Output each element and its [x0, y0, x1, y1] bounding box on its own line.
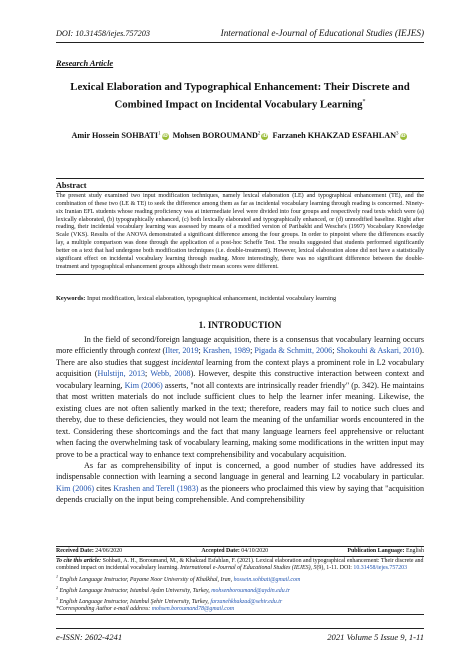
citation [56, 558, 424, 572]
text-run: In the field of second/foreign language acquisition, there is a consensus that vocabulary learning occurs more efficiently through [56, 335, 424, 356]
affil-mark: 1 [56, 573, 58, 579]
issn: e-ISSN: 2602-4241 [56, 632, 123, 642]
cite-tail: (9), 1-11. DOI: [316, 565, 352, 572]
text-run: cites [94, 483, 114, 493]
author-name: Amir Hossein SOHBATI [71, 131, 159, 140]
title-line-1: Lexical Elaboration and Typographical Enhancement: Their Discrete and [70, 81, 410, 93]
keywords-label: Keywords: [56, 295, 86, 302]
orcid-icon[interactable]: iD [162, 134, 168, 139]
email-link[interactable]: hossein.sohbati@gmail.com [233, 576, 301, 583]
pub-lang-label: Publication Language: [347, 548, 405, 554]
citation-link[interactable]: Krashen, 1989 [202, 346, 251, 356]
title-footnote-mark: * [362, 99, 366, 105]
keywords [56, 295, 424, 302]
text-run: ; [198, 346, 203, 356]
email-link[interactable]: mohsenboroumand@aydin.edu.tr [211, 587, 291, 594]
doi-text[interactable]: DOI: 10.31458/iejes.757203 [56, 29, 150, 38]
paragraph [56, 334, 424, 460]
received-label: Received Date: [56, 548, 94, 554]
citation-link[interactable]: Krashen and Terell (1983) [113, 483, 199, 493]
citation-link[interactable]: Shokouhi & Askari, 2010 [336, 346, 420, 356]
affil-text: English Language Instructor, Payame Noor University of Khalkhal, Iran [59, 576, 231, 583]
text-run: ( [160, 346, 166, 356]
affil-text: English Language Instructor, Istanbul Şehir University, Turkey [59, 598, 208, 605]
citation-link[interactable]: Webb, 2008 [150, 369, 191, 379]
text-run: ; [145, 369, 151, 379]
abstract-heading: Abstract [56, 181, 424, 192]
email-link[interactable]: farzanehkhakzad@sehir.edu.tr [210, 598, 283, 605]
accepted-label: Accepted Date: [201, 548, 240, 554]
orcid-icon[interactable]: iD [262, 134, 268, 139]
abstract-text: The present study examined two input modification techniques, namely lexical elaboration (LE) and typographical enhancement (TE), and the combination of these two (LE & TE) to seek the difference among them as far as incidental vocabulary learning through reading is concerned. Ninety-six Iranian EFL students whose reading proficiency was at intermediate level were divided into four groups and respectively read texts which were (a) lexically elaborated, (b) typographically enhanced, (c) both lexically elaborated and typographically enhanced, or (d) unmodified baseline. Right after reading, their incidental vocabulary learning was assessed by means of a modified version of Paribakht and Wesche's (1997) Vocabulary Knowledge Scale (VKS). Results of the ANOVA demonstrated a significant difference among the four groups. In order to pinpoint where the differences exactly lay, a multiple comparison was done through the application of a post-hoc Scheffe Test. The results suggested that students performed significantly better on a text that had undergone both modification techniques (i.e. double-treatment). However, lexical elaboration alone did not have a statistically significant effect on incidental vocabulary learning through reading. More interestingly, there was no significant difference between the double-treatment and typographical enhancement groups although their mean scores were different. [56, 193, 424, 270]
section-title: 1. INTRODUCTION [198, 320, 282, 330]
affil-mark: 3 [56, 595, 58, 601]
affil-mark: 2 [56, 584, 58, 590]
affil-text: English Language Instructor, Istanbul Aydın University, Turkey [59, 587, 209, 594]
author-name: Farzaneh KHAKZAD ESFAHLAN [272, 131, 397, 140]
affiliation: $^3$ English Language Instructor, Istanbul Şehir University, Turkey, farzanehkhakzad@sehir.edu.tr [56, 595, 283, 605]
cite-journal: International e-Journal of Educational Studies (IEJES), 5 [180, 565, 317, 572]
corr-email-link[interactable]: mohsen.boroumand78@gmail.com [151, 606, 235, 613]
text-run: asserts, "not all contexts are intrinsically reader friendly" (p. 342). He maintains that most written materials do not include sufficient clues to help the learner infer meaning. Likewise, the existing clues are not often saliently marked in the text; therefore, readers may fail to notice such clues and thereby, due to these deficiencies, they would not learn the meaning of the unfamiliar words encountered in the text. Considering these shortcomings and the fact that many language learners feel apprehensive or reluctant when facing the overwhelming task of vocabulary learning, making some modifications in the written input may prove to be a practical way to enhance text comprehensibility and vocabulary acquisition. [56, 380, 425, 459]
paragraph [56, 460, 424, 506]
cite-text: Sohbati, A. H., Boroumand, M., & Khakzad Esfahlan, F. (2021). Lexical elaboration and typographical enhancement: Their discrete and combined impact on incidental vocabulary learning. [56, 558, 424, 572]
citation-link[interactable]: Kim (2006) [124, 380, 163, 390]
citation-link[interactable]: Hulstijn, 2013 [97, 369, 146, 379]
cite-label: To cite this article: [56, 558, 102, 565]
accepted-date: 04/10/2020 [241, 548, 269, 554]
dates-row [56, 548, 424, 557]
pub-lang: English [405, 548, 424, 554]
author-list [56, 131, 424, 140]
keywords-text: Input modification, lexical elaboration, typographical enhancement, incidental vocabulary learning [86, 295, 337, 302]
author-affil-mark: 2 [257, 131, 261, 137]
article-title [56, 80, 424, 113]
author-affil-mark: 3 [396, 131, 399, 137]
page-footer [56, 632, 424, 642]
article-info-box [56, 546, 424, 615]
emphasis-text: incidental [171, 357, 204, 367]
corresponding-author [56, 606, 424, 613]
title-line-2: Combined Impact on Incidental Vocabulary Learning [114, 98, 363, 111]
text-run: As far as comprehensibility of input is concerned, a good number of studies have addressed its indispensable connection with learning a second language in general and learning L2 vocabulary in particular. [56, 460, 424, 482]
citation-link[interactable]: Kim (2006) [56, 483, 95, 493]
text-run: as the pioneers who proclaimed this view by saying that "acquisition depends crucially on the input being comprehensible. And comprehensibility [56, 483, 424, 505]
article-type: Research Article [56, 59, 114, 68]
orcid-icon[interactable]: iD [400, 134, 406, 139]
volume-info: 2021 Volume 5 Issue 9, 1-11 [327, 632, 424, 642]
citation-link[interactable]: Ilter, 2019 [165, 346, 199, 356]
text-run: ). However, despite this constructive interaction between context and vocabulary learning, [56, 369, 424, 390]
journal-name: International e-Journal of Educational Studies (IEJES) [220, 28, 424, 38]
cite-doi-link[interactable]: 10.31458/iejes.757203 [353, 565, 408, 572]
citation-link[interactable]: Pigada & Schmitt, 2006 [254, 346, 333, 356]
abstract-box [56, 178, 424, 275]
received-date: 24/06/2020 [95, 548, 123, 554]
affiliation: $^2$ English Language Instructor, Istanbul Aydın University, Turkey, mohsenboroumand@aydin.edu.tr [56, 584, 291, 594]
header-divider [56, 42, 424, 43]
author-name: Mohsen BOROUMAND [172, 131, 258, 140]
text-run: ; [250, 346, 255, 356]
text-run: ; [332, 346, 337, 356]
corr-label: *Corresponding Author e-mail address: [56, 606, 151, 613]
text-run: ). There are also studies that suggest [56, 346, 424, 367]
emphasis-text: context [137, 346, 161, 356]
author-affil-mark: 1 [158, 131, 161, 137]
text-run: learning from the context plays a prominent role in L2 vocabulary acquisition ( [56, 357, 424, 379]
footer-divider [56, 628, 424, 629]
affiliation: $^1$ English Language Instructor, Payame Noor University of Khalkhal, Iran, hossein.sohbati@gmail.com [56, 573, 301, 583]
body-text [56, 334, 424, 506]
running-head [56, 28, 424, 38]
